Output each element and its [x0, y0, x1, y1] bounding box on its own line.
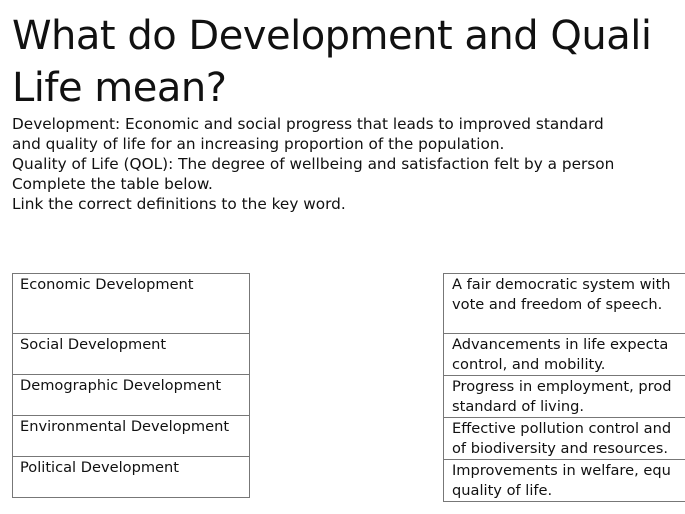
key-word-cell: Economic Development: [13, 274, 250, 334]
page-title: [12, 10, 651, 114]
development-definition-cont: and quality of life for an increasing proportion of the population.: [12, 135, 505, 153]
definition-line: Improvements in welfare, equ: [452, 462, 671, 479]
key-word-cell: Political Development: [13, 457, 250, 498]
definition-cell: [444, 334, 685, 376]
title-line-2: Life mean?: [12, 65, 227, 111]
definition-cell: [444, 418, 685, 460]
definition-line: of biodiversity and resources.: [452, 440, 668, 457]
definition-line: A fair democratic system with: [452, 276, 671, 293]
title-line-1: What do Development and Quali: [12, 13, 652, 59]
instruction-link: Link the correct definitions to the key word.: [12, 195, 346, 213]
definition-line: control, and mobility.: [452, 356, 606, 373]
key-word-cell: Social Development: [13, 334, 250, 375]
key-word-cell: Environmental Development: [13, 416, 250, 457]
instruction-complete: Complete the table below.: [12, 175, 213, 193]
definition-cell: [444, 274, 685, 334]
definition-line: vote and freedom of speech.: [452, 296, 663, 313]
definition-line: standard of living.: [452, 398, 585, 415]
definition-line: Progress in employment, prod: [452, 378, 672, 395]
qol-definition: Quality of Life (QOL): The degree of wellbeing and satisfaction felt by a person: [12, 155, 615, 173]
development-definition: Development: Economic and social progress that leads to improved standard: [12, 115, 604, 133]
definition-cell: [444, 376, 685, 418]
intro-text: [12, 114, 614, 214]
key-words-table: [12, 273, 250, 498]
definition-line: Advancements in life expecta: [452, 336, 669, 353]
definitions-table: [443, 273, 685, 502]
definition-line: Effective pollution control and: [452, 420, 672, 437]
key-word-cell: Demographic Development: [13, 375, 250, 416]
definition-line: quality of life.: [452, 482, 553, 499]
definition-cell: [444, 460, 685, 502]
